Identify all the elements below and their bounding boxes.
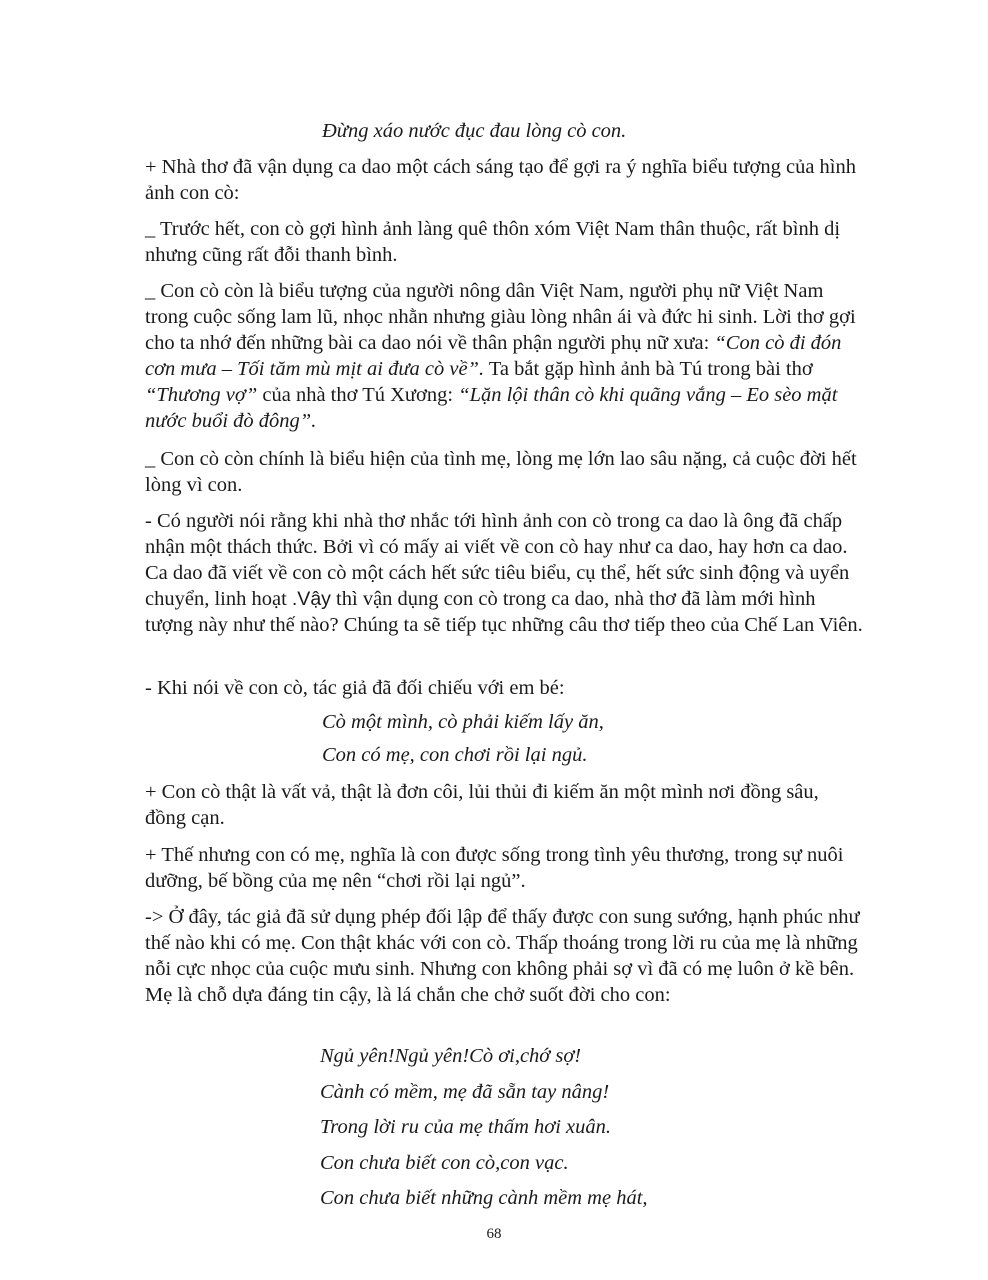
text-run: _ Con cò còn là biểu tượng của người nông dân Việt Nam, người phụ nữ Việt Nam trong cuộc sống lam lũ, nhọc nhằn nhưng giàu lòng nhân ái và đức hi sinh. Lời thơ gợi cho ta nhớ đến những bài ca dao nói về thân phận người phụ nữ xưa: xyxy=(145,280,856,354)
paragraph-text: _ Con cò còn chính là biểu hiện của tình mẹ, lòng mẹ lớn lao sâu nặng, cả cuộc đời hết lòng vì con. xyxy=(145,448,857,496)
paragraph xyxy=(145,446,863,498)
poem-line: Cò một mình, cò phải kiếm lấy ăn, xyxy=(322,711,604,733)
quote-text: “Lặn lội thân cò khi quãng vắng – Eo sèo mặt nước buổi đò đông”. xyxy=(145,384,838,432)
text-run: thì vận dụng con cò trong ca dao, nhà thơ đã làm mới hình tượng này như thế nào? Chúng ta sẽ tiếp tục những câu thơ tiếp theo của Chế Lan Viên. xyxy=(145,588,863,636)
page-number: 68 xyxy=(486,1226,502,1242)
paragraph-text: - Khi nói về con cò, tác giả đã đối chiếu với em bé: xyxy=(145,677,565,699)
paragraph-text: + Thế nhưng con có mẹ, nghĩa là con được sống trong tình yêu thương, trong sự nuôi dưỡng, bế bồng của mẹ nên “chơi rồi lại ngủ”. xyxy=(145,844,844,892)
paragraph-text: _ Trước hết, con cò gợi hình ảnh làng quê thôn xóm Việt Nam thân thuộc, rất bình dị nhưng cũng rất đỗi thanh bình. xyxy=(145,218,841,266)
poem-line: Ngủ yên!Ngủ yên!Cò ơi,chớ sợ! xyxy=(320,1045,582,1067)
text-run: .Vậy xyxy=(291,588,331,610)
quote-text: “Thương vợ” xyxy=(145,384,258,406)
paragraph xyxy=(145,216,863,268)
paragraph-text: + Nhà thơ đã vận dụng ca dao một cách sáng tạo để gợi ra ý nghĩa biểu tượng của hình ảnh con cò: xyxy=(145,156,856,204)
paragraph xyxy=(145,278,863,434)
paragraph xyxy=(145,675,863,701)
poem-line: Cành có mềm, mẹ đã sẵn tay nâng! xyxy=(320,1081,610,1103)
poem-line: Con chưa biết những cành mềm mẹ hát, xyxy=(320,1187,648,1209)
poem-line: Trong lời ru của mẹ thấm hơi xuân. xyxy=(320,1116,612,1138)
paragraph-text xyxy=(145,508,863,638)
paragraph-text xyxy=(145,278,863,434)
paragraph xyxy=(145,508,863,638)
text-run: - Có người nói rằng khi nhà thơ nhắc tới hình ảnh con cò trong ca dao là ông đã chấp nhận một thách thức. Bởi vì có mấy ai viết về con cò hay như ca dao, hay hơn ca dao. Ca dao đã viết về con cò một cách hết sức tiêu biểu, cụ thể, hết sức sinh động và uyển chuyển, linh hoạt xyxy=(145,510,850,610)
paragraph-text: -> Ở đây, tác giả đã sử dụng phép đối lập để thấy được con sung sướng, hạnh phúc như thế nào khi có mẹ. Con thật khác với con cò. Thấp thoáng trong lời ru của mẹ là những nỗi cực nhọc của cuộc mưu sinh. Nhưng con không phải sợ vì đã có mẹ luôn ở kề bên. Mẹ là chỗ dựa đáng tin cậy, là lá chắn che chở suốt đời cho con: xyxy=(145,906,860,1006)
poem-line: Con có mẹ, con chơi rồi lại ngủ. xyxy=(322,744,588,766)
text-run: của nhà thơ Tú Xương: xyxy=(257,384,459,406)
paragraph xyxy=(145,904,863,1008)
quote-text: “Con cò đi đón cơn mưa – Tối tăm mù mịt ai đưa cò về”. xyxy=(145,332,842,380)
verse-line: Đừng xáo nước đục đau lòng cò con. xyxy=(322,120,627,142)
paragraph-text: + Con cò thật là vất vả, thật là đơn côi, lủi thủi đi kiếm ăn một mình nơi đồng sâu, đồng cạn. xyxy=(145,781,819,829)
paragraph xyxy=(145,779,863,831)
text-run: Ta bắt gặp hình ảnh bà Tú trong bài thơ xyxy=(484,358,813,380)
paragraph xyxy=(145,154,863,206)
paragraph xyxy=(145,842,863,894)
poem-line: Con chưa biết con cò,con vạc. xyxy=(320,1152,569,1174)
